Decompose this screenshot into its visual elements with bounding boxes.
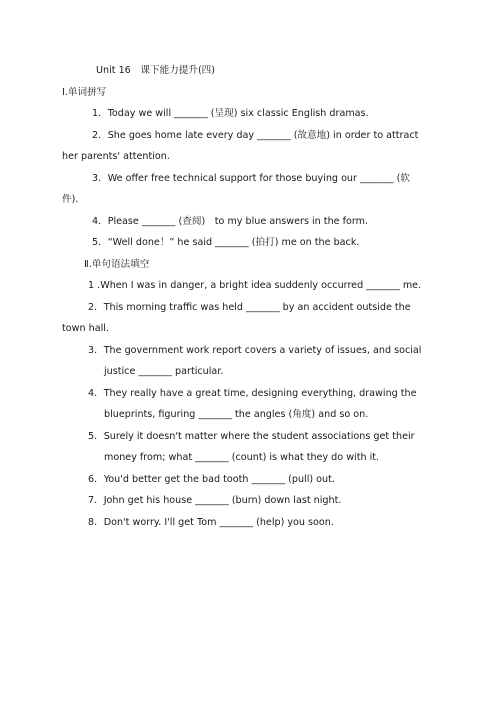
question-item: 5．Surely it doesn't matter where the student associations get their (88, 430, 415, 442)
question-item-continued: town hall. (62, 323, 109, 334)
question-item: 1．Today we will _______ (呈现) six classic English dramas. (92, 108, 369, 119)
question-item: 2．She goes home late every day _______ (故意地) in order to attract (92, 129, 419, 141)
question-item: 5．“Well done！” he said _______ (拍打) me on the back. (92, 237, 360, 248)
question-item-continued: her parents' attention. (62, 151, 170, 162)
question-item: 8．Don't worry. I'll get Tom _______ (help) you soon. (88, 516, 334, 528)
page-title: Unit 16 课下能力提升(四) (96, 65, 216, 76)
section-heading-grammar: Ⅱ.单句语法填空 (84, 258, 150, 270)
question-item: 3．We offer free technical support for those buying our _______ (软 (92, 172, 410, 184)
section-heading-spelling: Ⅰ.单词拼写 (62, 86, 107, 98)
question-item: 4．Please _______ (查阅) to my blue answers in the form. (92, 215, 369, 227)
question-item-continued: money from; what _______ (count) is what they do with it. (104, 452, 380, 463)
question-item: 1 .When I was in danger, a bright idea suddenly occurred _______ me. (88, 280, 422, 291)
question-item: 4．They really have a great time, designing everything, drawing the (88, 387, 417, 399)
question-item-continued: blueprints, figuring _______ the angles (角度) and so on. (104, 409, 369, 420)
question-item: 3．The government work report covers a variety of issues, and social (88, 344, 422, 356)
question-item: 7．John get his house _______ (burn) down last night. (88, 495, 342, 506)
question-item: 2．This morning traffic was held _______ by an accident outside the (88, 301, 411, 313)
worksheet-content (62, 62, 430, 531)
question-item: 6．You'd better get the bad tooth _______ (pull) out. (88, 473, 335, 485)
question-item-continued: 件)． (62, 194, 85, 205)
question-item-continued: justice _______ particular. (104, 366, 224, 377)
